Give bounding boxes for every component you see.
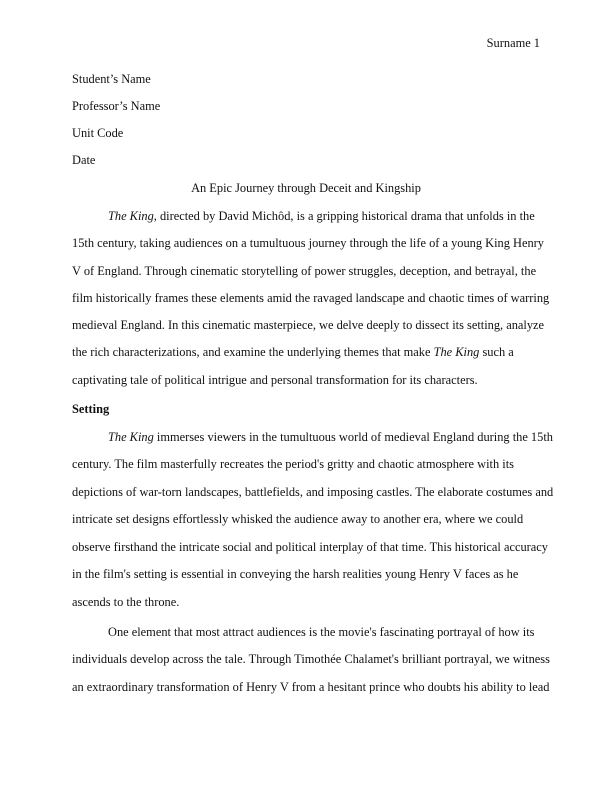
heading-text: Setting bbox=[72, 402, 110, 416]
professor-name: Professor’s Name bbox=[72, 99, 161, 113]
text: , directed by David Michôd, is a gripping historical drama that unfolds in the bbox=[153, 209, 535, 223]
unit-code: Unit Code bbox=[72, 126, 124, 140]
film-title: The King bbox=[108, 209, 154, 223]
text: such a bbox=[479, 345, 514, 359]
film-title: The King bbox=[433, 345, 480, 359]
text-line: medieval England. In this cinematic masterpiece, we delve deeply to dissect its setting, analyze bbox=[72, 318, 545, 332]
text-line: observe firsthand the intricate social and political interplay of that time. This historical accuracy bbox=[72, 540, 548, 554]
text-line: individuals develop across the tale. Through Timothée Chalamet's brilliant portrayal, we witness bbox=[72, 652, 550, 666]
text-line: century. The film masterfully recreates the period's gritty and chaotic atmosphere with its bbox=[72, 457, 514, 471]
film-title: The King bbox=[108, 430, 154, 444]
running-head: Surname 1 bbox=[486, 36, 540, 50]
text-line: 15th century, taking audiences on a tumultuous journey through the life of a young King Henry bbox=[72, 236, 544, 250]
section-heading-setting bbox=[72, 402, 109, 416]
student-name: Student’s Name bbox=[72, 72, 151, 86]
text: the rich characterizations, and examine the underlying themes that make bbox=[72, 345, 434, 359]
text-line: an extraordinary transformation of Henry V from a hesitant prince who doubts his ability to lead bbox=[72, 680, 550, 694]
text-line: ascends to the throne. bbox=[72, 595, 180, 609]
text-line: One element that most attract audiences is the movie's fascinating portrayal of how its bbox=[108, 625, 535, 639]
text-line: intricate set designs effortlessly whisked the audience away to another era, where we could bbox=[72, 512, 524, 526]
text-line: V of England. Through cinematic storytelling of power struggles, deception, and betrayal, the bbox=[72, 264, 537, 278]
text-line bbox=[108, 209, 535, 223]
essay-title: An Epic Journey through Deceit and Kingship bbox=[191, 181, 421, 195]
text-line: depictions of war-torn landscapes, battlefields, and imposing castles. The elaborate costumes and bbox=[72, 485, 554, 499]
text-line: film historically frames these elements amid the ravaged landscape and chaotic times of warring bbox=[72, 291, 550, 305]
text-line: captivating tale of political intrigue and personal transformation for its characters. bbox=[72, 373, 478, 387]
date: Date bbox=[72, 153, 96, 167]
text-line bbox=[108, 430, 553, 444]
text-line bbox=[72, 345, 514, 359]
text: immerses viewers in the tumultuous world of medieval England during the 15th bbox=[153, 430, 553, 444]
text-line: in the film's setting is essential in conveying the harsh realities young Henry V faces as he bbox=[72, 567, 519, 581]
